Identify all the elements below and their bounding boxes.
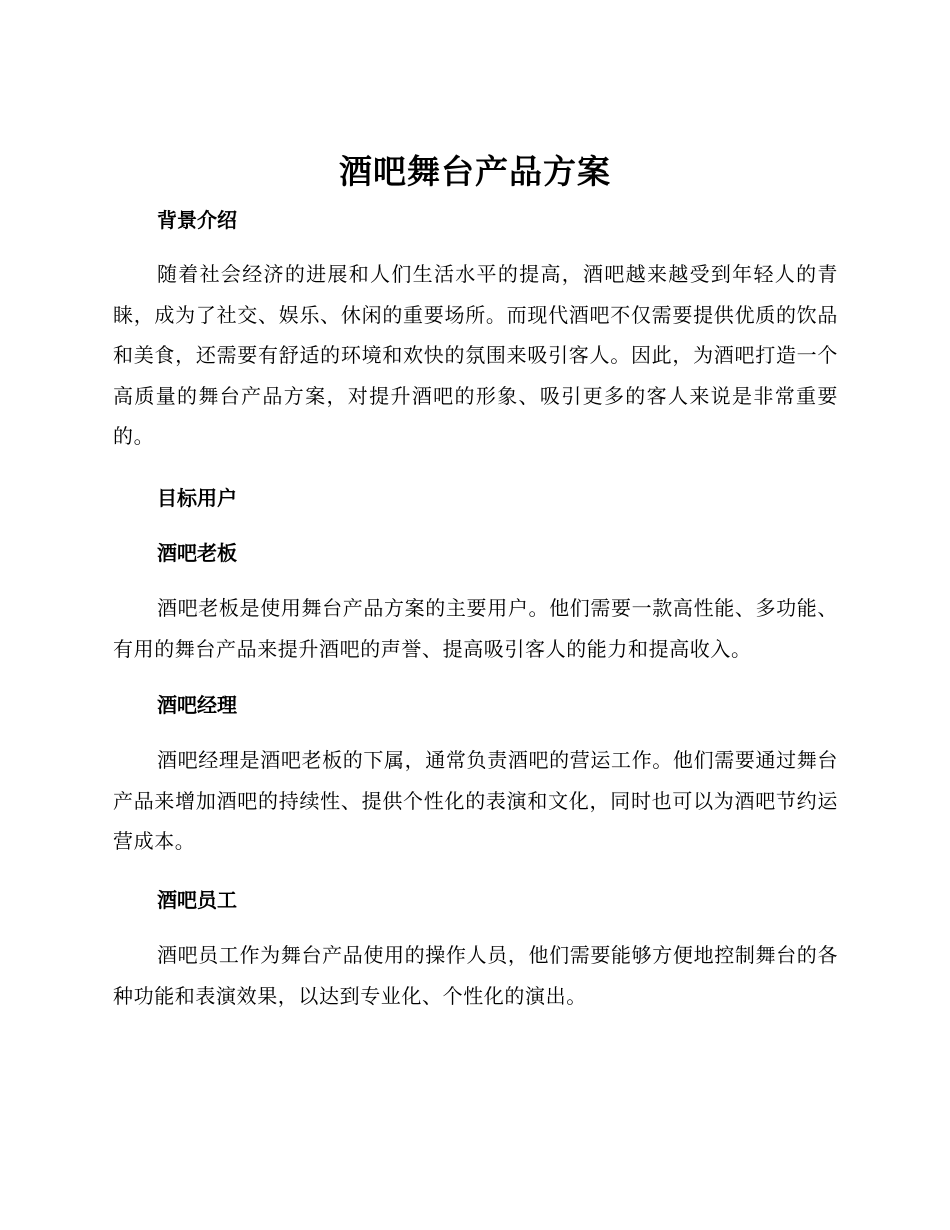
- paragraph-bar-manager: 酒吧经理是酒吧老板的下属，通常负责酒吧的营运工作。他们需要通过舞台产品来增加酒吧的持续性、提供个性化的表演和文化，同时也可以为酒吧节约运营成本。: [113, 748, 838, 853]
- document-title: 酒吧舞台产品方案: [339, 152, 611, 191]
- paragraph-background: 随着社会经济的进展和人们生活水平的提高，酒吧越来越受到年轻人的青睐，成为了社交、娱乐、休闲的重要场所。而现代酒吧不仅需要提供优质的饮品和美食，还需要有舒适的环境和欢快的氛围来吸引客人。因此，为酒吧打造一个高质量的舞台产品方案，对提升酒吧的形象、吸引更多的客人来说是非常重要的。: [113, 262, 838, 448]
- section-heading-bar-manager: 酒吧经理: [157, 693, 237, 717]
- paragraph-bar-staff: 酒吧员工作为舞台产品使用的操作人员，他们需要能够方便地控制舞台的各种功能和表演效果，以达到专业化、个性化的演出。: [113, 943, 838, 1008]
- section-heading-background: 背景介绍: [157, 208, 237, 232]
- section-heading-bar-owner: 酒吧老板: [157, 541, 237, 565]
- section-heading-target-users: 目标用户: [157, 486, 237, 510]
- paragraph-bar-owner: 酒吧老板是使用舞台产品方案的主要用户。他们需要一款高性能、多功能、有用的舞台产品来提升酒吧的声誉、提高吸引客人的能力和提高收入。: [113, 596, 838, 661]
- section-heading-bar-staff: 酒吧员工: [157, 888, 237, 912]
